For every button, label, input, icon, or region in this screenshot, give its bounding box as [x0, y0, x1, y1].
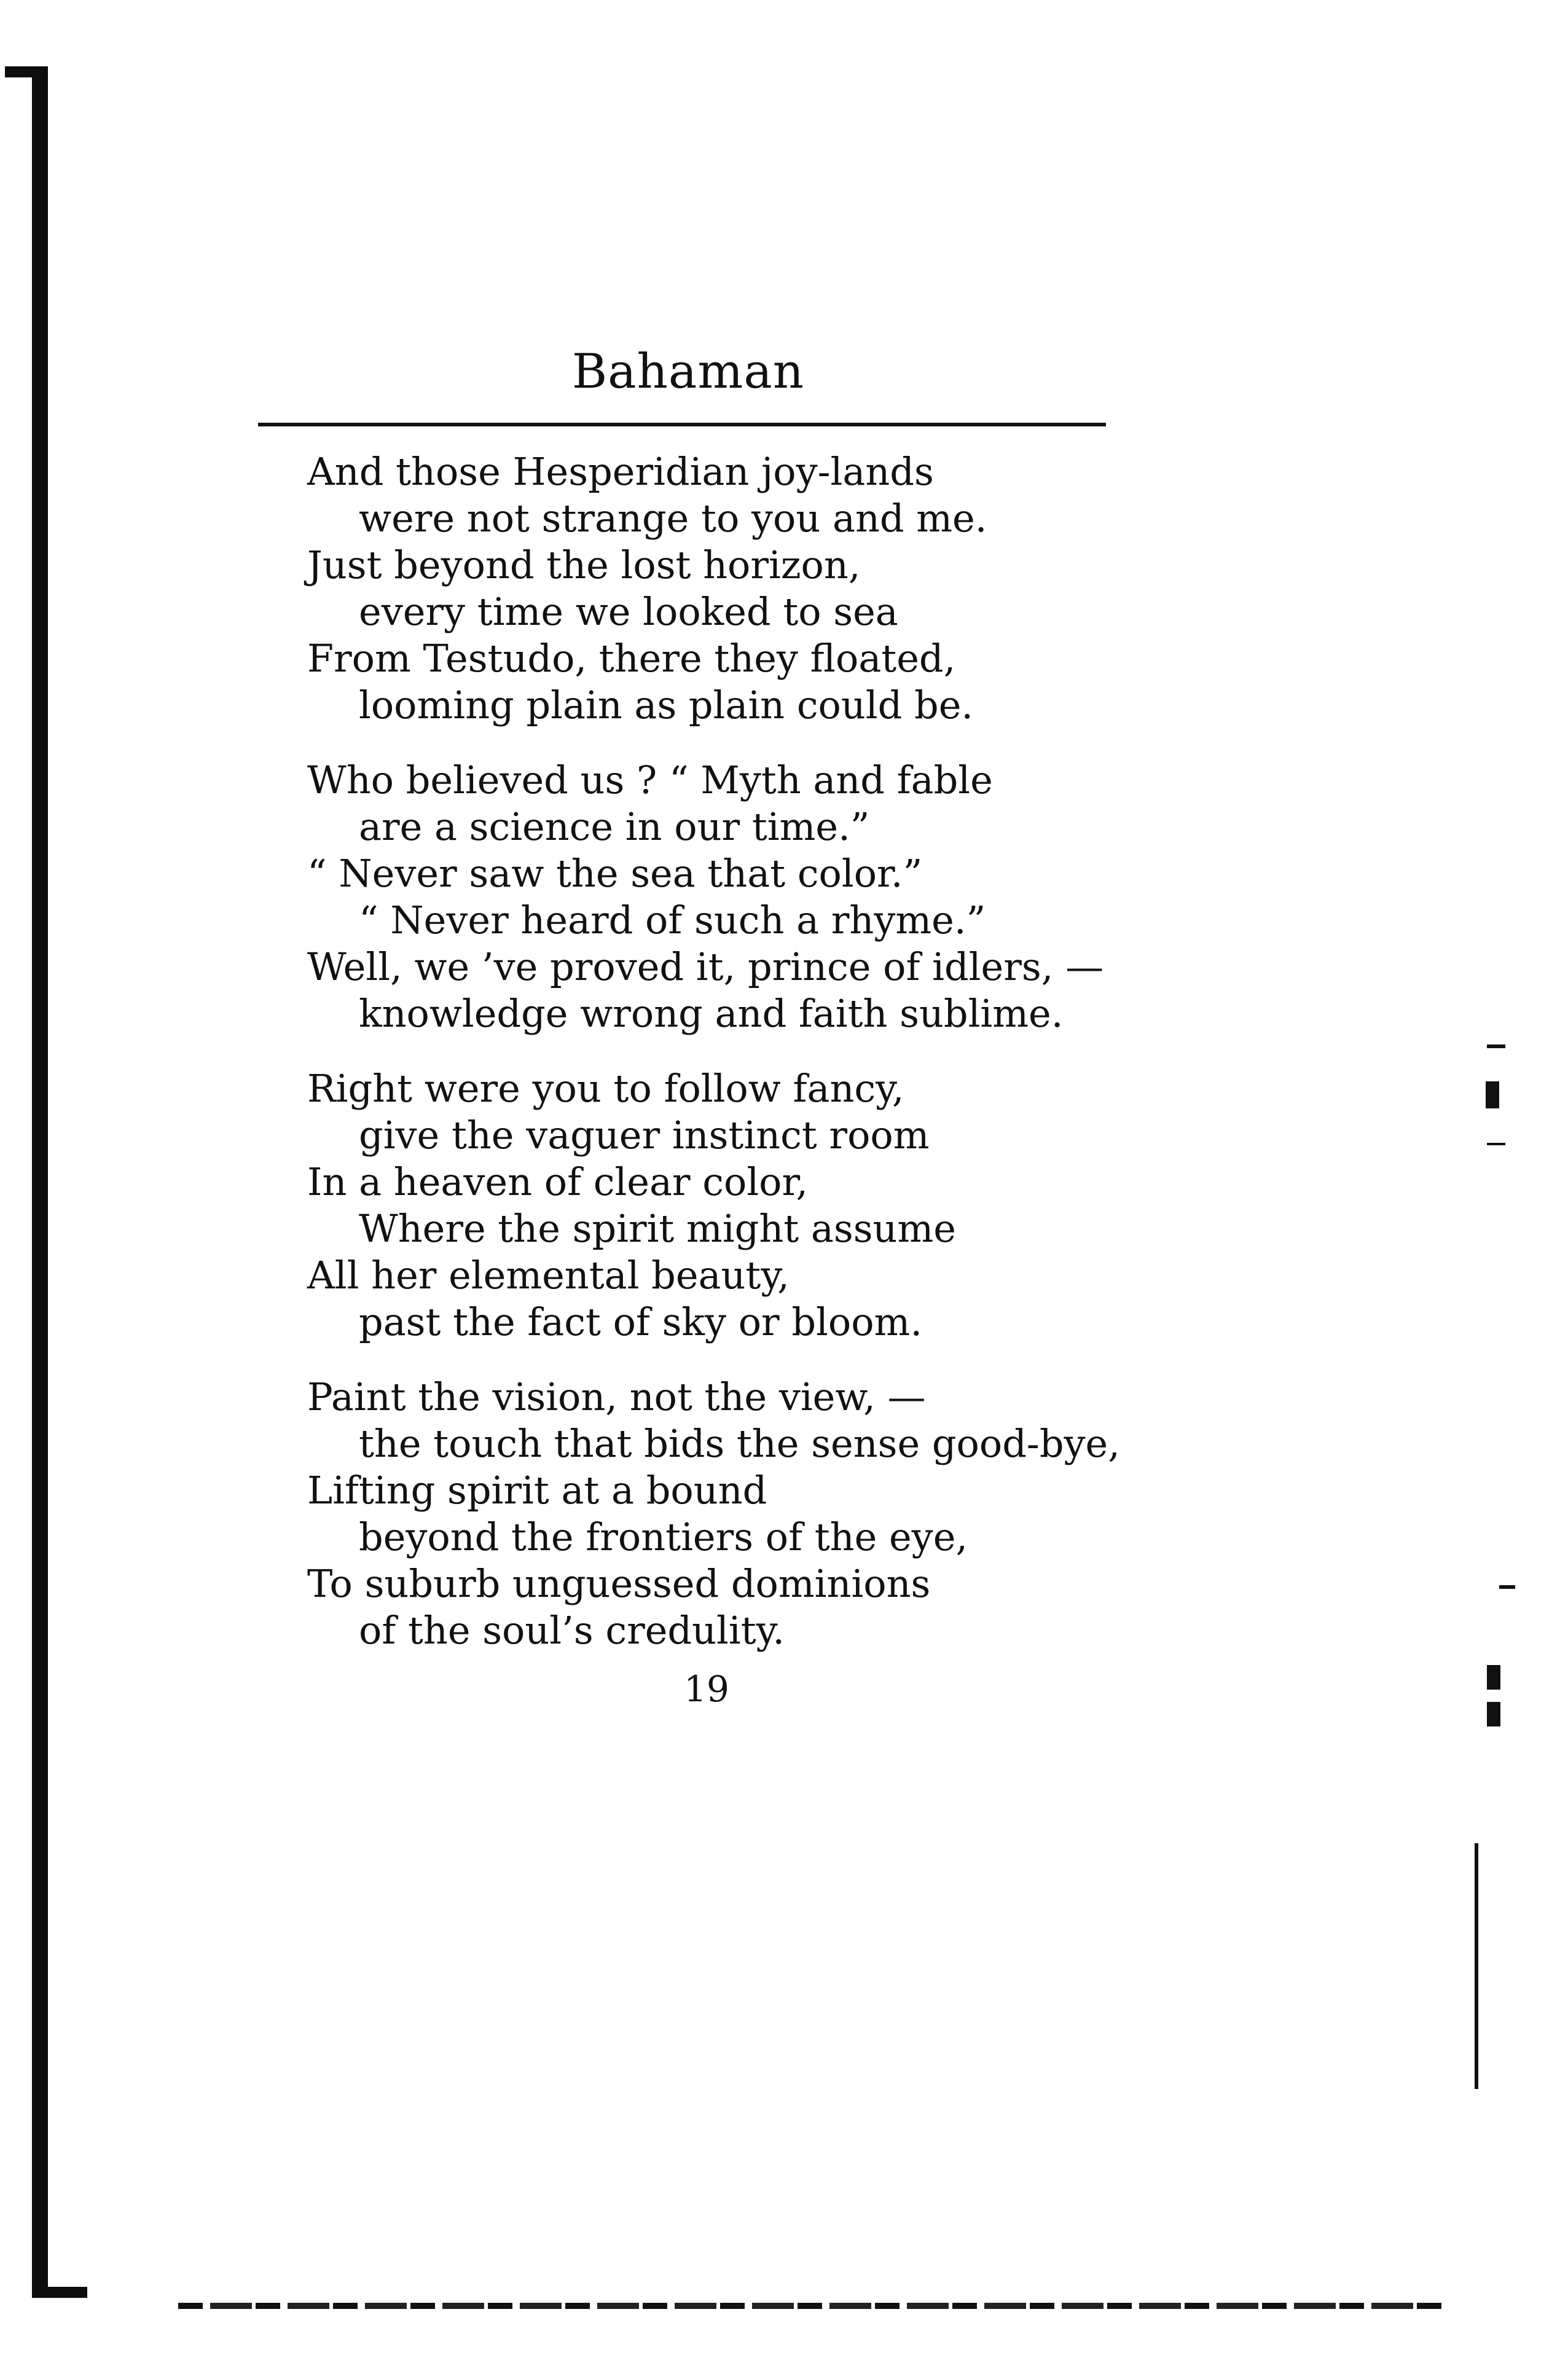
scan-mark — [1486, 1081, 1499, 1108]
scan-mark — [1487, 1702, 1500, 1726]
poem-line: Just beyond the lost horizon, — [307, 543, 861, 587]
scan-bottom-edge — [178, 2303, 1444, 2309]
poem-line: All her elemental beauty, — [307, 1253, 790, 1298]
binding-foot — [32, 2287, 87, 2298]
poem-line: “ Never saw the sea that color.” — [307, 851, 923, 896]
stanza — [307, 1065, 1106, 1346]
poem-line: From Testudo, there they floated, — [307, 636, 956, 681]
poem-line: And those Hesperidian joy-lands — [307, 449, 934, 494]
poem-line: Well, we ’ve proved it, prince of idlers, — — [307, 944, 1104, 989]
binding-edge — [32, 68, 48, 2298]
scan-mark — [1487, 1665, 1500, 1690]
scan-mark — [1499, 1585, 1515, 1589]
poem-line: give the vaguer instinct room — [359, 1113, 930, 1158]
page-number: 19 — [684, 1668, 729, 1710]
poem-line: the touch that bids the sense good-bye, — [359, 1421, 1120, 1466]
poem-line: of the soul’s credulity. — [359, 1608, 785, 1653]
poem-line: To suburb unguessed dominions — [307, 1561, 931, 1606]
poem-line: Lifting spirit at a bound — [307, 1468, 767, 1513]
poem-line: In a heaven of clear color, — [307, 1159, 809, 1204]
scan-mark — [1487, 1044, 1505, 1048]
stanza — [307, 449, 1106, 729]
poem — [307, 449, 1120, 1682]
poem-line: knowledge wrong and faith sublime. — [359, 991, 1064, 1036]
stanza — [307, 1374, 1120, 1654]
poem-line: every time we looked to sea — [359, 589, 898, 634]
poem-line: Right were you to follow fancy, — [307, 1066, 904, 1111]
poem-line: “ Never heard of such a rhyme.” — [359, 898, 986, 943]
poem-line: looming plain as plain could be. — [359, 683, 974, 727]
head-rule — [258, 423, 1106, 426]
poem-line: beyond the frontiers of the eye, — [359, 1515, 968, 1559]
poem-line: are a science in our time.” — [359, 804, 870, 849]
poem-line: Where the spirit might assume — [359, 1206, 956, 1251]
stanza — [307, 757, 1106, 1037]
scan-mark — [1487, 1143, 1505, 1145]
scan-mark — [1475, 1843, 1478, 2089]
poem-line: past the fact of sky or bloom. — [359, 1299, 923, 1344]
poem-line: Paint the vision, not the view, — — [307, 1374, 926, 1419]
running-head: Bahaman — [571, 344, 805, 399]
poem-line: Who believed us ? “ Myth and fable — [307, 758, 993, 802]
poem-line: were not strange to you and me. — [359, 496, 987, 541]
